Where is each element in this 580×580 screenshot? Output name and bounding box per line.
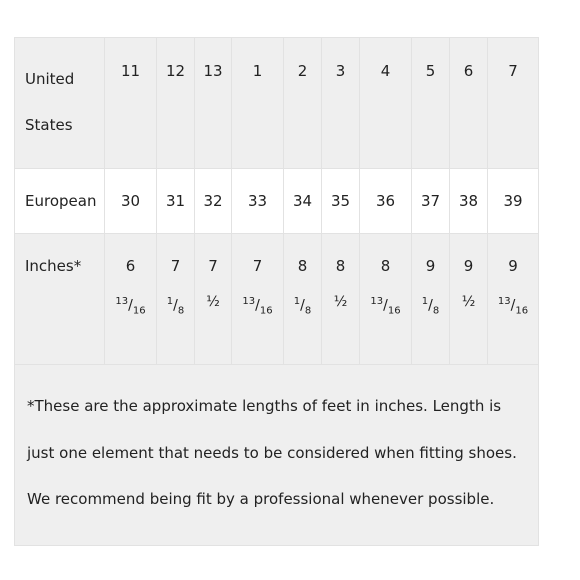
footnote-text: *These are the approximate lengths of feet in inches. Length is just one element that needs to be considered when fitting shoes. We recommend being fit by a professional whenever possible. [15,365,539,546]
fraction-slash: / [173,297,178,314]
fraction-slash: / [128,297,133,314]
inches-cell [488,234,539,365]
inches-cell [360,234,412,365]
us-size-cell: 12 [157,38,195,169]
fraction-numerator: 13 [497,296,511,307]
european-size-cell: 32 [195,169,232,234]
european-size-cell: 34 [284,169,322,234]
fraction-numerator: 13 [115,296,129,307]
european-size-cell: 38 [450,169,488,234]
fraction-slash: / [255,297,260,314]
note-row [15,365,539,546]
inches-fraction [105,288,156,325]
fraction-denominator: 16 [387,305,401,317]
european-size-cell: 37 [412,169,450,234]
inches-whole: 7 [252,257,263,275]
us-size-cell: 5 [412,38,450,169]
inches-label: Inches* [15,234,105,365]
fraction-slash: / [510,297,516,314]
fraction-glyph: ½ [206,294,220,310]
fraction-denominator: 8 [432,305,440,317]
fraction-denominator: 16 [132,305,146,317]
us-size-cell: 1 [232,38,284,169]
inches-fraction [488,288,538,325]
fraction-denominator: 16 [515,305,529,317]
european-size-cell: 30 [105,169,157,234]
inches-whole: 9 [508,257,518,275]
fraction-denominator: 16 [259,305,273,317]
european-label: European [15,169,105,234]
fraction-slash: / [383,297,388,314]
inches-fraction [284,288,321,325]
inches-whole: 8 [335,257,346,275]
european-size-cell: 31 [157,169,195,234]
inches-whole: 9 [425,257,436,275]
inches-fraction [322,288,359,316]
inches-whole: 8 [380,257,391,275]
inches-whole: 9 [463,257,474,275]
us-size-cell: 4 [360,38,412,169]
european-size-cell: 33 [232,169,284,234]
fraction-glyph: ½ [461,294,476,310]
inches-fraction [157,288,194,325]
european-size-cell: 39 [488,169,539,234]
inches-cell [412,234,450,365]
us-size-cell: 13 [195,38,232,169]
inches-fraction [360,288,411,325]
inches-cell [105,234,157,365]
fraction-slash: / [428,297,433,314]
inches-cell [195,234,232,365]
inches-fraction [195,288,231,316]
inches-whole: 7 [208,257,218,275]
inches-whole: 8 [297,257,308,275]
inches-row [15,234,539,365]
shoe-size-table [14,37,539,546]
fraction-denominator: 8 [304,305,312,317]
us-size-cell: 3 [322,38,360,169]
inches-cell [284,234,322,365]
inches-cell [157,234,195,365]
european-size-cell: 36 [360,169,412,234]
fraction-numerator: 1 [421,296,429,307]
fraction-denominator: 8 [177,305,185,317]
inches-fraction [232,288,283,325]
fraction-numerator: 1 [293,296,301,307]
inches-cell [232,234,284,365]
inches-whole: 7 [170,257,181,275]
inches-cell [450,234,488,365]
european-size-row [15,169,539,234]
fraction-glyph: ½ [333,294,348,310]
us-size-cell: 11 [105,38,157,169]
inches-cell [322,234,360,365]
us-label: United States [15,38,105,169]
us-size-row [15,38,539,169]
us-size-cell: 6 [450,38,488,169]
fraction-numerator: 13 [370,296,384,307]
inches-fraction [412,288,449,325]
inches-fraction [450,288,487,316]
fraction-slash: / [300,297,305,314]
fraction-numerator: 13 [242,296,256,307]
european-size-cell: 35 [322,169,360,234]
fraction-numerator: 1 [166,296,174,307]
us-size-cell: 7 [488,38,539,169]
inches-whole: 6 [125,257,136,275]
us-size-cell: 2 [284,38,322,169]
